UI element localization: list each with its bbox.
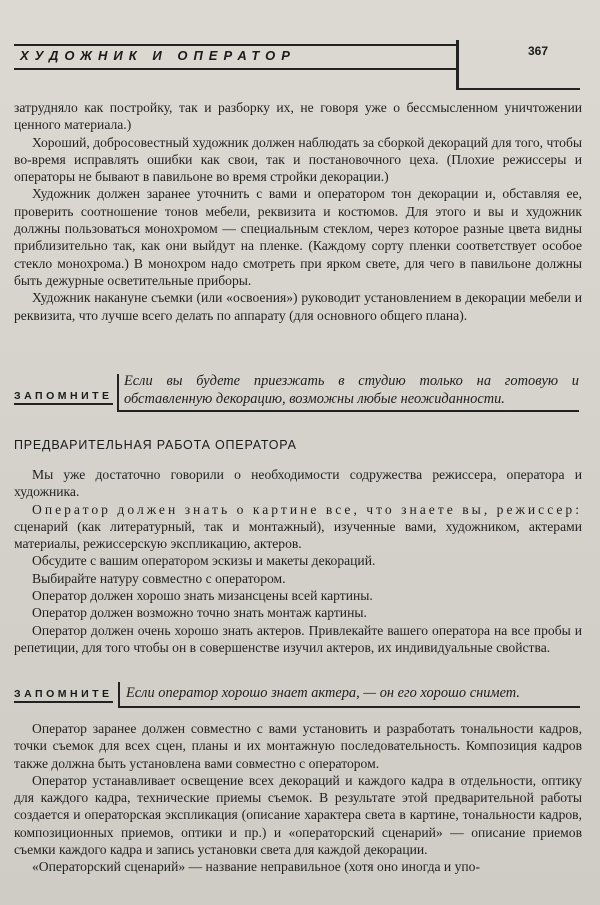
paragraph: Оператор устанавливает освещение всех декораций и каждого кадра в отдельности, оптику для каждого кадра, технические приемы съемок. В результате этой предварительной работы создается и операторская экспликация (описание характера света в картине, тональности кадров, композиционных приемов, оптики и пр.) и «операторский сценарий» — описание приемов съемки каждого кадра и запись установки света для каждой декорации. xyxy=(14,772,582,858)
running-header xyxy=(14,44,456,70)
remember-vertical-bar xyxy=(118,682,120,708)
remember-vertical-bar xyxy=(117,374,119,410)
remember-underline xyxy=(118,706,580,708)
text-block-1 xyxy=(14,99,582,324)
remember-box-1 xyxy=(14,372,580,414)
paragraph: затрудняло как постройку, так и разборку их, не говоря уже о бессмысленном уничтожении ценного материала.) xyxy=(14,100,582,133)
remember-box-2 xyxy=(14,682,580,710)
paragraph xyxy=(14,501,582,553)
paragraph: Оператор должен очень хорошо знать актеров. Привлекайте вашего оператора на все пробы и репетиции, для того чтобы он в совершенстве изучил актеров, их индивидуальные свойства. xyxy=(14,622,582,655)
paragraph: Обсудите с вашим оператором эскизы и макеты декораций. xyxy=(32,553,376,569)
paragraph: Мы уже достаточно говорили о необходимости содружества режиссера, оператора и художника. xyxy=(14,467,582,500)
paragraph: Выбирайте натуру совместно с оператором. xyxy=(32,570,286,586)
text-block-3 xyxy=(14,720,582,876)
remember-text: Если оператор хорошо знает актера, — он его хорошо снимет. xyxy=(126,685,520,701)
paragraph-rest: сценарий (как литературный, так и монтажный), изученные вами, художником, актерами материалы, режиссерскую экспликацию, актеров. xyxy=(14,518,582,552)
text-block-2 xyxy=(14,466,582,656)
header-rule-horizontal xyxy=(456,88,580,90)
paragraph: Художник накануне съемки (или «освоения») руководит установлением в декорации мебели и реквизита, что лучше всего делать по аппарату (для основного общего плана). xyxy=(14,290,582,323)
page-number: 367 xyxy=(528,44,549,58)
paragraph: Оператор должен возможно точно знать монтаж картины. xyxy=(32,605,367,621)
paragraph: Оператор заранее должен совместно с вами установить и разработать тональности кадров, точки съемок для всех сцен, планы и их монтажную последовательность. Композиция кадров также должна быть установлена вами совместно с оператором. xyxy=(14,721,582,771)
spaced-emphasis: Оператор должен знать о картине все, что знаете вы, режиссер: xyxy=(32,501,582,517)
paragraph: «Операторский сценарий» — название неправильное (хотя оно иногда и упо- xyxy=(32,859,480,875)
section-title: ПРЕДВАРИТЕЛЬНАЯ РАБОТА ОПЕРАТОРА xyxy=(14,438,297,452)
paragraph: Оператор должен хорошо знать мизансцены всей картины. xyxy=(32,588,373,604)
paragraph: Хороший, добросовестный художник должен наблюдать за сборкой декораций для того, чтобы во-время исправлять ошибки как свои, так и постановочного цеха. (Плохие режиссеры и операторы не бывают в павильоне во время стройки декорации.) xyxy=(14,134,582,185)
remember-label: ЗАПОМНИТЕ xyxy=(14,688,113,703)
remember-underline xyxy=(117,410,579,412)
paragraph: Художник должен заранее уточнить с вами и оператором тон декорации и, обставляя ее, проверить соотношение тонов мебели, реквизита и костюмов. Для этого и вы и художник должны пользоваться монохромом — специальным стеклом, через которое разные цвета видны приблизительно так, как они выйдут на пленке. (Каждому сорту пленки соответствует особое стекло монохрома.) В монохром надо смотреть при ярком свете, для чего в павильоне должны быть дежурные осветительные приборы. xyxy=(14,186,582,288)
remember-text: Если вы будете приезжать в студию только на готовую и обставленную декорацию, возможны любые неожиданности. xyxy=(124,373,579,407)
running-title: ХУДОЖНИК И ОПЕРАТОР xyxy=(20,48,296,63)
header-rule-vertical xyxy=(456,40,459,90)
remember-label: ЗАПОМНИТЕ xyxy=(14,390,113,405)
